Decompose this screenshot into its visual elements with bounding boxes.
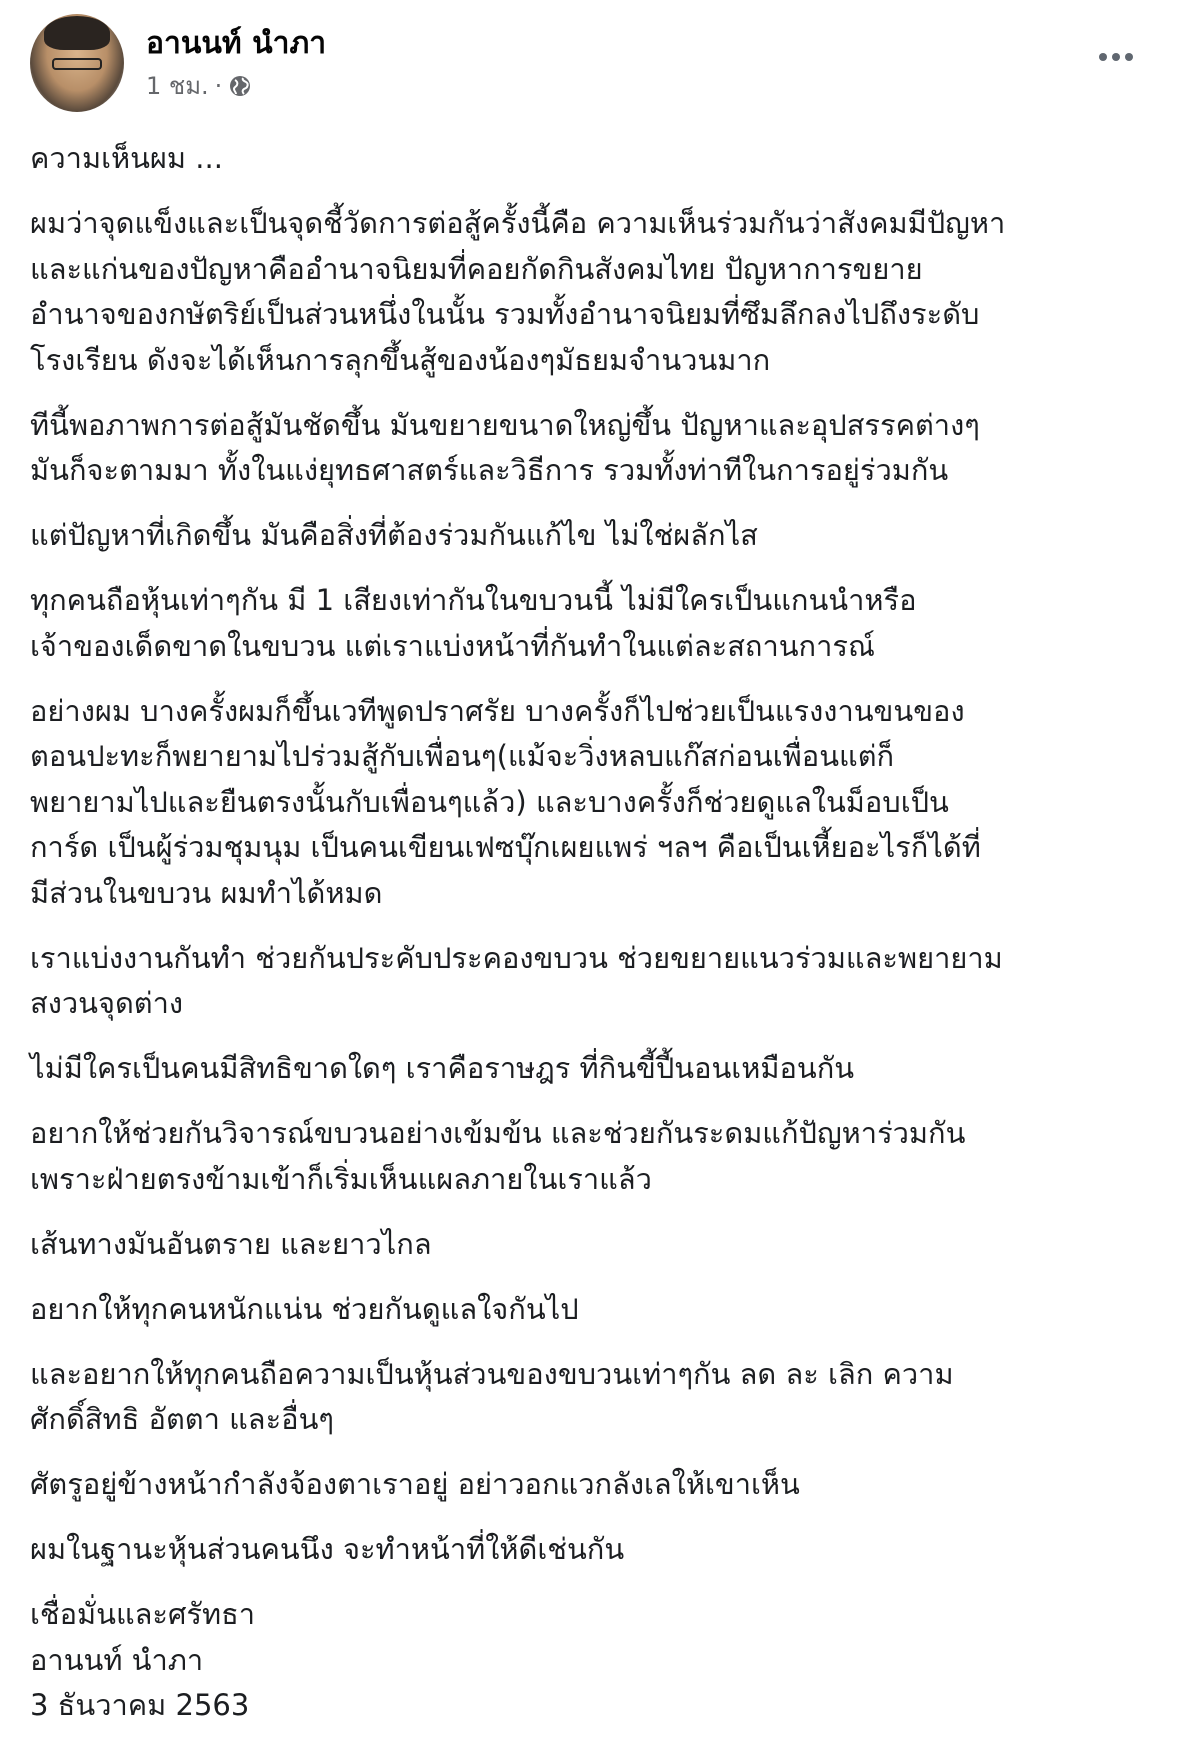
post-paragraph	[30, 136, 1190, 182]
post-text-line: เส้นทางมันอันตราย และยาวไกล	[30, 1226, 432, 1261]
more-options-icon	[1099, 53, 1107, 61]
post-paragraph	[30, 689, 1190, 917]
avatar-glasses	[52, 58, 102, 70]
post-paragraph	[30, 201, 1190, 383]
author-name[interactable]: อานนท์ นำภา	[146, 26, 327, 61]
post-text-line: เจ้าของเด็ดขาดในขบวน แต่เราแบ่งหน้าที่กันทำในแต่ละสถานการณ์	[30, 628, 875, 663]
post-text-line: ผมในฐานะหุ้นส่วนคนนึง จะทำหน้าที่ให้ดีเช่นกัน	[30, 1532, 625, 1566]
post-text-line: มันก็จะตามมา ทั้งในแง่ยุทธศาสตร์และวิธีการ รวมทั้งท่าทีในการอยู่ร่วมกัน	[30, 453, 949, 487]
post-text-line: พยายามไปและยืนตรงนั้นกับเพื่อนๆแล้ว) และบางครั้งก็ช่วยดูแลในม็อบเป็น	[30, 784, 949, 819]
meta-separator: ·	[214, 71, 223, 100]
post-paragraph	[30, 1352, 1190, 1443]
globe-icon[interactable]	[228, 74, 252, 98]
post-text-line: ความเห็นผม ...	[30, 141, 223, 175]
post-text-line: ตอนปะทะก็พยายามไปร่วมสู้กับเพื่อนๆ(แม้จะวิ่งหลบแก๊สก่อนเพื่อนแต่ก็	[30, 739, 895, 773]
post-text-line: อำนาจของกษัตริย์เป็นส่วนหนึ่งในนั้น รวมทั้งอำนาจนิยมที่ซึมลึกลงไปถึงระดับ	[30, 297, 980, 331]
post-text-line: อยากให้ทุกคนหนักแน่น ช่วยกันดูแลใจกันไป	[30, 1291, 579, 1326]
author-avatar[interactable]	[30, 14, 124, 112]
more-options-button[interactable]	[1094, 46, 1138, 68]
post-text-line: มีส่วนในขบวน ผมทำได้หมด	[30, 875, 383, 910]
post-text-line: สงวนจุดต่าง	[30, 986, 184, 1020]
avatar-hair	[44, 16, 110, 50]
post-text-line: ไม่มีใครเป็นคนมีสิทธิขาดใดๆ เราคือราษฎร ที่กินขี้ปี้นอนเหมือนกัน	[30, 1051, 855, 1085]
post-paragraph	[30, 1287, 1190, 1333]
post-text-line: อานนท์ นำภา	[30, 1642, 204, 1677]
post-paragraph	[30, 403, 1190, 494]
post-text-line: ทุกคนถือหุ้นเท่าๆกัน มี 1 เสียงเท่ากันในขบวนนี้ ไม่มีใครเป็นแกนนำหรือ	[30, 583, 917, 617]
post-text-line: เพราะฝ่ายตรงข้ามเข้าก็เริ่มเห็นแผลภายในเราแล้ว	[30, 1161, 652, 1196]
post-time[interactable]: 1 ชม.	[146, 72, 209, 100]
post-text-line: การ์ด เป็นผู้ร่วมชุมนุม เป็นคนเขียนเฟซบุ๊กเผยแพร่ ฯลฯ คือเป็นเหี้ยอะไรก็ได้ที่	[30, 830, 981, 864]
post-text-line: ผมว่าจุดแข็งและเป็นจุดชี้วัดการต่อสู้ครั้งนี้คือ ความเห็นร่วมกันว่าสังคมมีปัญหา	[30, 206, 1006, 240]
post-text-line: เราแบ่งงานกันทำ ช่วยกันประคับประคองขบวน ช่วยขยายแนวร่วมและพยายาม	[30, 940, 1003, 975]
post-paragraph	[30, 1111, 1190, 1202]
post-paragraph	[30, 936, 1190, 1027]
post-paragraph	[30, 1592, 1190, 1729]
post-text-line: อย่างผม บางครั้งผมก็ขึ้นเวทีพูดปราศรัย บางครั้งก็ไปช่วยเป็นแรงงานขนของ	[30, 693, 965, 728]
post-text-line: ทีนี้พอภาพการต่อสู้มันชัดขึ้น มันขยายขนาดใหญ่ขึ้น ปัญหาและอุปสรรคต่างๆ	[30, 407, 980, 442]
post-paragraph	[30, 1527, 1190, 1573]
post-text-line: ศักดิ์สิทธิ อัตตา และอื่นๆ	[30, 1402, 334, 1436]
post-text-line: แต่ปัญหาที่เกิดขึ้น มันคือสิ่งที่ต้องร่วมกันแก้ไข ไม่ใช่ผลักไส	[30, 518, 758, 552]
dot	[1112, 53, 1120, 61]
post-text-line: โรงเรียน ดังจะได้เห็นการลุกขึ้นสู้ของน้องๆมัธยมจำนวนมาก	[30, 342, 771, 377]
post-text-line: อยากให้ช่วยกันวิจารณ์ขบวนอย่างเข้มข้น และช่วยกันระดมแก้ปัญหาร่วมกัน	[30, 1116, 966, 1150]
post-meta	[146, 66, 252, 105]
post-text-line: และอยากให้ทุกคนถือความเป็นหุ้นส่วนของขบวนเท่าๆกัน ลด ละ เลิก ความ	[30, 1356, 954, 1391]
dot	[1125, 53, 1133, 61]
post-text-line: ศัตรูอยู่ข้างหน้ากำลังจ้องตาเราอยู่ อย่าวอกแวกลังเลให้เขาเห็น	[30, 1467, 800, 1501]
post-text-line: เชื่อมั่นและศรัทธา	[30, 1597, 256, 1631]
post-body	[30, 136, 1190, 1748]
post-paragraph	[30, 1462, 1190, 1508]
post-paragraph	[30, 578, 1190, 669]
post-paragraph	[30, 1222, 1190, 1268]
post-paragraph	[30, 513, 1190, 559]
post-paragraph	[30, 1046, 1190, 1092]
post-text-line: และแก่นของปัญหาคืออำนาจนิยมที่คอยกัดกินสังคมไทย ปัญหาการขยาย	[30, 251, 923, 286]
post-text-line: 3 ธันวาคม 2563	[30, 1688, 250, 1722]
